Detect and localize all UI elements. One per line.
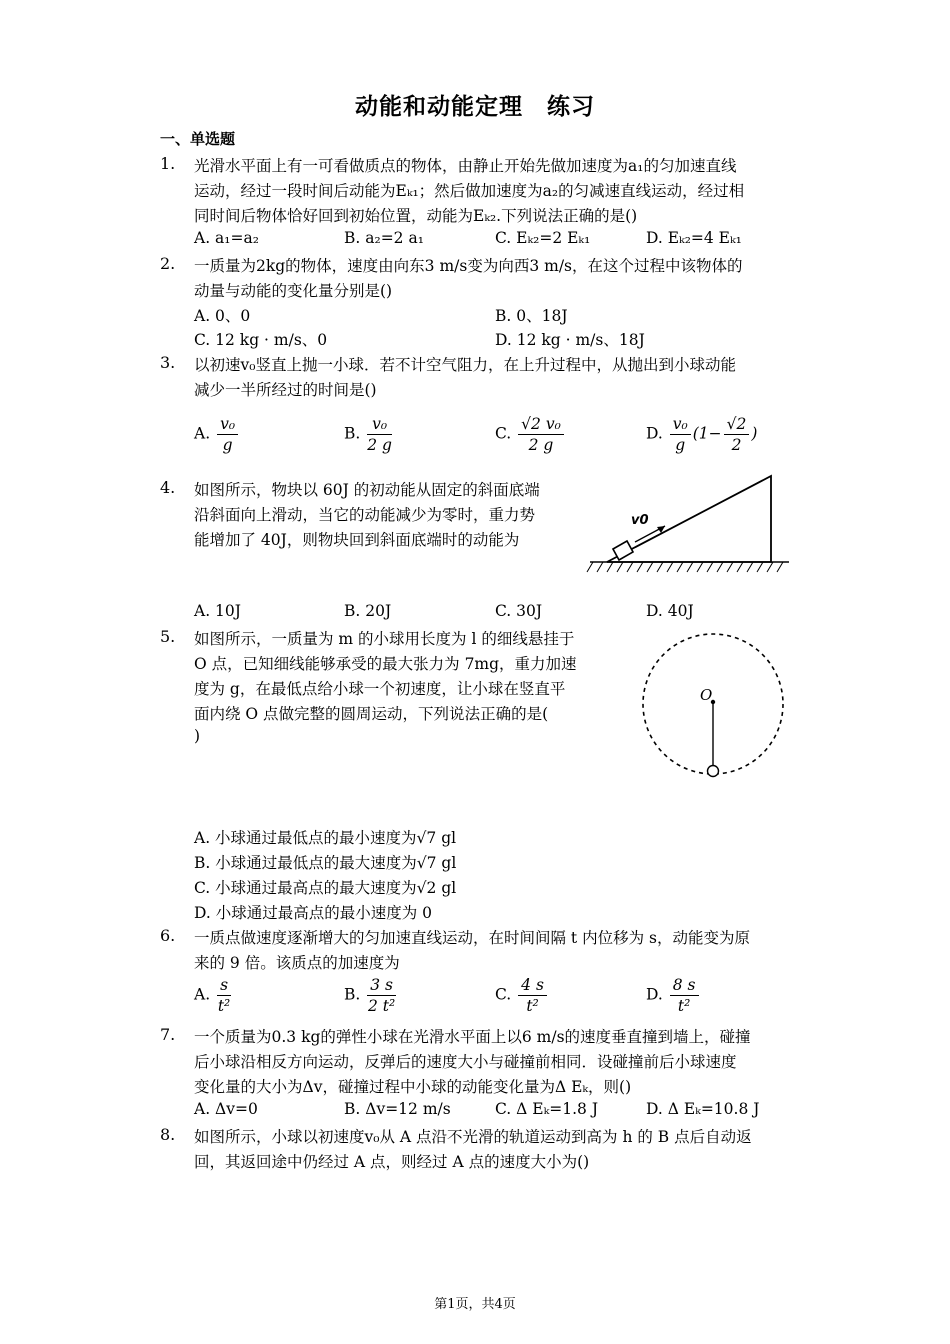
option-c: C. 30J xyxy=(495,602,543,620)
fraction: $\frac{\text{v₀}}{g}$ xyxy=(217,414,238,455)
question-text: 运动，经过一段时间后动能为Eₖ₁；然后做加速度为a₂的匀减速直线运动，经过相 xyxy=(194,182,745,200)
option-a: A. a₁=a₂ xyxy=(194,229,259,247)
fraction: $\frac{8 s}{\text{t²}}$ xyxy=(670,975,699,1016)
option-label: C. xyxy=(495,424,512,443)
option-c: C. 12 kg · m/s、0 xyxy=(194,331,328,349)
option-a: A. Δv=0 xyxy=(194,1100,258,1118)
question-text: 动量与动能的变化量分别是() xyxy=(194,282,393,300)
fraction: $\frac{\text{√2 v₀}}{2 g}$ xyxy=(518,414,564,455)
pivot-label: O xyxy=(700,686,713,704)
fraction: $\frac{√2}{2}$ xyxy=(724,414,750,455)
question-text: 同时间后物体恰好回到初始位置，动能为Eₖ₂.下列说法正确的是() xyxy=(194,207,638,225)
option-b: B. a₂=2 a₁ xyxy=(344,229,424,247)
question-number: 7. xyxy=(160,1025,176,1044)
question-text: 如图所示，物块以 60J 的初动能从固定的斜面底端 xyxy=(194,481,540,499)
fraction: $\frac{s}{\text{t²}}$ xyxy=(217,976,231,1015)
question-text: 变化量的大小为Δv，碰撞过程中小球的动能变化量为Δ Eₖ，则() xyxy=(194,1078,632,1096)
option-label: C. xyxy=(495,985,512,1004)
circle-figure xyxy=(638,628,788,786)
option-b: B. 0、18J xyxy=(495,307,568,325)
fraction: $\frac{\text{v₀}}{g}$ xyxy=(670,414,691,455)
question-text: 如图所示，一质量为 m 的小球用长度为 l 的细线悬挂于 xyxy=(194,630,575,648)
option-b xyxy=(344,975,398,1016)
option-b: B. 20J xyxy=(344,602,392,620)
question-text: 来的 9 倍。该质点的加速度为 xyxy=(194,954,400,972)
question-text: 回，其返回途中仍经过 A 点，则经过 A 点的速度大小为() xyxy=(194,1153,590,1171)
option-d: D. Eₖ₂=4 Eₖ₁ xyxy=(646,229,742,247)
question-text: 以初速v₀竖直上抛一小球．若不计空气阻力，在上升过程中，从抛出到小球动能 xyxy=(194,356,736,374)
option-label: A. xyxy=(194,424,211,443)
fraction: $\frac{4 s}{\text{t²}}$ xyxy=(518,975,547,1016)
option-a xyxy=(194,975,233,1016)
question-number: 8. xyxy=(160,1125,176,1144)
option-label: B. xyxy=(344,985,361,1004)
option-a xyxy=(194,414,240,455)
option-b: B. Δv=12 m/s xyxy=(344,1100,451,1118)
option-c: C. Δ Eₖ=1.8 J xyxy=(495,1100,599,1118)
question-text: 光滑水平面上有一可看做质点的物体，由静止开始先做加速度为a₁的匀加速直线 xyxy=(194,157,737,175)
page-title: 动能和动能定理 练习 xyxy=(355,94,595,120)
question-number: 3. xyxy=(160,353,176,372)
option-d: D. 12 kg · m/s、18J xyxy=(495,331,645,349)
velocity-label: v0 xyxy=(631,513,649,528)
question-number: 6. xyxy=(160,926,176,945)
question-number: 2. xyxy=(160,254,176,273)
question-text: 后小球沿相反方向运动，反弹后的速度大小与碰撞前相同．设碰撞前后小球速度 xyxy=(194,1053,737,1071)
question-text: O 点，已知细线能够承受的最大张力为 7mg，重力加速 xyxy=(194,655,577,673)
option-d xyxy=(646,975,701,1016)
incline-figure xyxy=(585,472,791,578)
option-c: C. 小球通过最高点的最大速度为√2 gl xyxy=(194,879,457,897)
fraction: $\frac{\text{v₀}}{2 g}$ xyxy=(367,415,392,454)
option-d: D. $\frac{\text{v₀}}{g}$ (1− $\frac{√2}{2}$ ) xyxy=(646,415,758,454)
option-label: B. xyxy=(344,424,361,443)
option-a: A. 0、0 xyxy=(194,307,251,325)
option-c xyxy=(495,414,566,455)
option-a: A. 10J xyxy=(194,602,241,620)
option-d: D. 40J xyxy=(646,602,694,620)
option-label: A. xyxy=(194,985,211,1004)
option-c: C. Eₖ₂=2 Eₖ₁ xyxy=(495,229,591,247)
fraction: $\frac{3 s}{\text{2 t²}}$ xyxy=(368,976,396,1015)
option-label: D. xyxy=(646,424,663,443)
question-text: 一质量为2kg的物体，速度由向东3 m/s变为向西3 m/s，在这个过程中该物体的 xyxy=(194,257,743,275)
question-text: ) xyxy=(194,727,201,745)
question-text: 沿斜面向上滑动，当它的动能减少为零时，重力势 xyxy=(194,506,536,524)
question-text: 减少一半所经过的时间是() xyxy=(194,381,377,399)
option-c xyxy=(495,975,549,1016)
question-number: 1. xyxy=(160,154,176,173)
question-number: 5. xyxy=(160,627,176,646)
question-text: 能增加了 40J，则物块回到斜面底端时的动能为 xyxy=(194,531,520,549)
question-text: 一质点做速度逐渐增大的匀加速直线运动，在时间间隔 t 内位移为 s，动能变为原 xyxy=(194,929,750,947)
question-number: 4. xyxy=(160,478,176,497)
question-text: 一个质量为0.3 kg的弹性小球在光滑水平面上以6 m/s的速度垂直撞到墙上，碰撞 xyxy=(194,1028,751,1046)
question-text: 如图所示，小球以初速度v₀从 A 点沿不光滑的轨道运动到高为 h 的 B 点后自动返 xyxy=(194,1128,752,1146)
option-d: D. Δ Eₖ=10.8 J xyxy=(646,1100,760,1118)
section-heading: 一、单选题 xyxy=(160,130,236,148)
option-b: B. 小球通过最低点的最大速度为√7 gl xyxy=(194,854,457,872)
page-footer: 第1页，共4页 xyxy=(434,1297,516,1312)
option-b xyxy=(344,414,394,455)
question-text: 面内绕 O 点做完整的圆周运动，下列说法正确的是( xyxy=(194,705,549,723)
option-label: D. xyxy=(646,985,663,1004)
option-d: D. 小球通过最高点的最小速度为 0 xyxy=(194,904,433,922)
question-text: 度为 g，在最低点给小球一个初速度，让小球在竖直平 xyxy=(194,680,566,698)
option-a: A. 小球通过最低点的最小速度为√7 gl xyxy=(194,829,457,847)
